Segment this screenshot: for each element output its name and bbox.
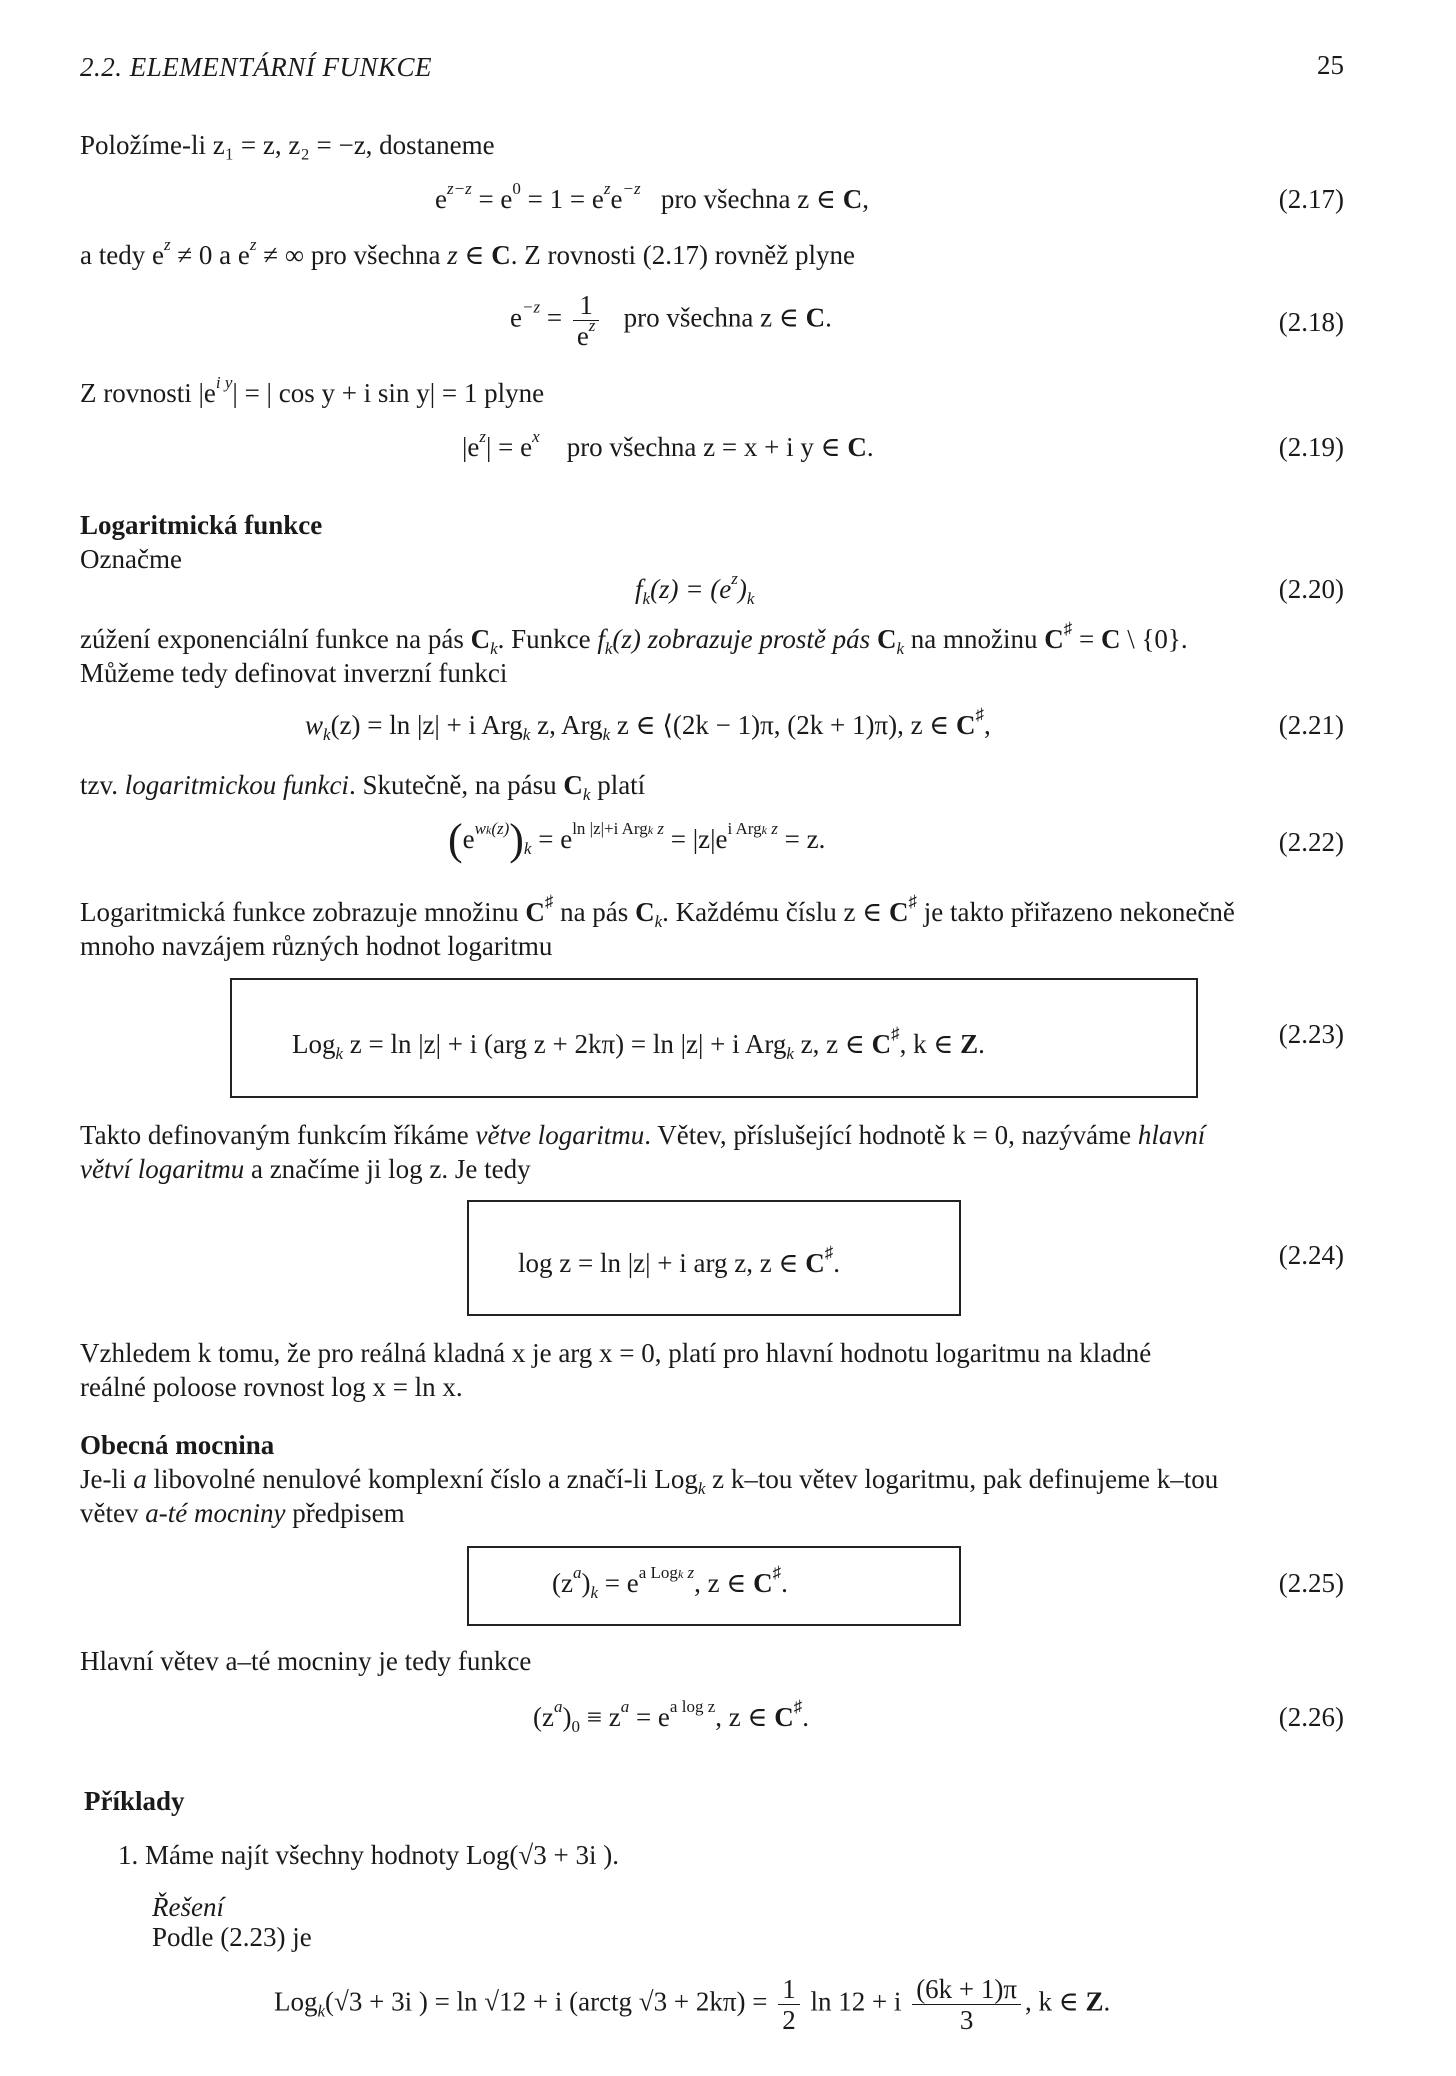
section-heading-examples: Příklady (84, 1786, 185, 1816)
paragraph-oznacme: Označme (80, 544, 182, 574)
paragraph-log-zobrazuje: Logaritmická funkce zobrazuje množinu C♯ na pás $C_k$. Každému číslu z ∈ C♯ je takto přiřazeno nekonečně (80, 892, 1235, 931)
paragraph-takto: Takto definovaným funkcím říkáme větve logaritmu. Větev, příslušející hodnotě k = 0, nazýváme hlavní (80, 1120, 1206, 1150)
equation-2-22: $(e^{wk(z)})_k = e^{ln |z|+i Argk z} = |z|e^{i Argk z} = z$. (448, 815, 826, 864)
equation-number-2-17: (2.17) (1278, 184, 1344, 214)
solution-label: Řešení (152, 1892, 224, 1922)
equation-number-2-25: (2.25) (1278, 1568, 1344, 1598)
paragraph-je-li-2: větev a-té mocniny předpisem (80, 1498, 405, 1528)
equation-2-19: $|e^z| = e^x$ pro všechna z = x + i y ∈ C. (462, 427, 874, 462)
equation-number-2-19: (2.19) (1278, 432, 1344, 462)
paragraph-hlavni: Hlavní větev a–té mocniny je tedy funkce (80, 1646, 532, 1676)
equation-2-21: $w_k(z) = \ln |z| + i$ Arg$_k$ z, Arg$_k$ z ∈ ⟨(2k − 1)π, (2k + 1)π), z ∈ C♯, (305, 705, 991, 744)
running-header: 2.2. ELEMENTÁRNÍ FUNKCE (80, 52, 433, 82)
section-heading-log: Logaritmická funkce (80, 510, 323, 540)
paragraph-z-rovnosti: Z rovnosti $|e^{i y}|$ = | cos y + i sin y| = 1 plyne (80, 373, 545, 408)
paragraph-mnoho: mnoho navzájem různých hodnot logaritmu (80, 931, 553, 961)
paragraph-takto-2: větví logaritmu a značíme ji log z. Je tedy (80, 1154, 531, 1184)
paragraph-a-tedy: a tedy $e^z \ne 0$ a $e^z$ ≠ ∞ pro všechna z ∈ C. Z rovnosti (2.17) rovněž plyne (80, 235, 855, 270)
paragraph-vzhledem: Vzhledem k tomu, že pro reálná kladná x je arg x = 0, platí pro hlavní hodnotu logaritmu na kladné (80, 1338, 1152, 1368)
paragraph-podle: Podle (2.23) je (152, 1922, 312, 1952)
section-heading-power: Obecná mocnina (80, 1430, 275, 1460)
paragraph-intro: Položíme-li z₁ = z, z₂ = −z, dostaneme (80, 130, 495, 160)
example-equation: Log$_k$(√3 + 3i ) = ln √12 + i (arctg √3 + 2kπ) = $\frac{1}{2}$ ln 12 + i $\frac{(6k + 1)\pi}{3}$ , k ∈ Z. (274, 1974, 1111, 2035)
equation-2-26: $(z^a)_0 \equiv z^a = e^{a log z}$, z ∈ C♯. (533, 1697, 809, 1736)
paragraph-je-li: Je-li a libovolné nenulové komplexní číslo a značí-li Log$_k$ z k–tou větev logaritmu, pak definujeme k–tou (80, 1464, 1219, 1498)
equation-2-17: $e^{z-z} = e^0 = 1 = e^ze^{-z}$ pro všechna z ∈ C, (435, 179, 869, 214)
equation-number-2-20: (2.20) (1278, 574, 1344, 604)
equation-2-18: $e^{-z}$ = $\frac{1}{e^z}$ pro všechna z ∈ C. (510, 290, 832, 351)
page-number: 25 (1317, 50, 1344, 80)
paragraph-tzv: tzv. logaritmickou funkci. Skutečně, na pásu $C_k$ platí (80, 770, 646, 804)
paragraph-muzeme: Můžeme tedy definovat inverzní funkci (80, 658, 508, 688)
equation-number-2-26: (2.26) (1278, 1702, 1344, 1732)
example-item-1: 1. Máme najít všechny hodnoty Log(√3 + 3i ). (118, 1840, 619, 1870)
equation-2-20: $f_k(z) = (e^z)_k$ (635, 569, 755, 608)
equation-number-2-21: (2.21) (1278, 710, 1344, 740)
equation-2-24: log z = ln |z| + i arg z, z ∈ C♯. (518, 1243, 840, 1278)
equation-number-2-23: (2.23) (1278, 1019, 1344, 1049)
equation-number-2-18: (2.18) (1278, 307, 1344, 337)
paragraph-vzhledem-2: reálné poloose rovnost log x = ln x. (80, 1372, 463, 1402)
paragraph-zuzeni: zúžení exponenciální funkce na pás $C_k$. Funkce $f_k(z)$ zobrazuje prostě pás $C_k$ na množinu C♯ = C \ {0}. (80, 619, 1188, 658)
equation-number-2-22: (2.22) (1278, 827, 1344, 857)
equation-2-23: Log$_k$ z = ln |z| + i (arg z + 2kπ) = ln |z| + i Arg$_k$ z, z ∈ C♯, k ∈ Z. (292, 1024, 985, 1063)
equation-2-25: $(z^a)_k = e^{a Logk z}$, z ∈ C♯. (552, 1563, 788, 1602)
equation-number-2-24: (2.24) (1278, 1240, 1344, 1270)
